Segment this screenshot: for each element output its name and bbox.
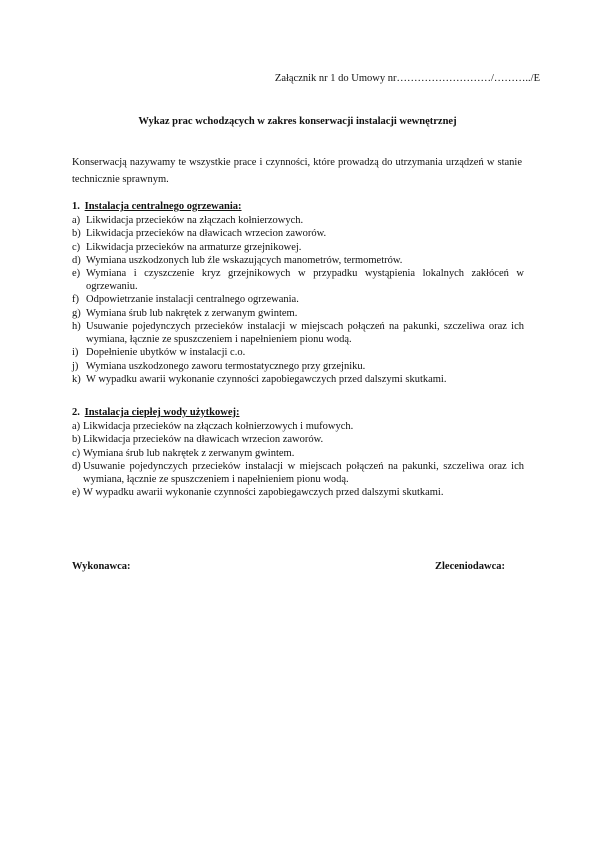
task-item [72,227,524,240]
task-item-text: Dopełnienie ubytków w instalacji c.o. [86,347,246,359]
task-item-text: Wymiana uszkodzonego zaworu termostatycznego przy grzejniku. [86,360,366,372]
task-item-marker: d) [72,460,81,472]
section-heading [72,200,524,213]
task-item [72,420,524,433]
task-list [72,214,524,386]
task-item [72,214,524,227]
section-central-heating [72,200,524,386]
section-heading [72,406,524,419]
intro-paragraph: Konserwacją nazywamy te wszystkie prace i czynności, które prowadzą do utrzymania urządzeń w stanie technicznie sprawnym. [72,157,522,185]
task-item-text: W wypadku awarii wykonanie czynności zapobiegawczych przed dalszymi skutkami. [86,373,447,385]
client-signature-label: Zleceniodawca: [435,561,505,572]
task-item-marker: j) [72,360,79,372]
task-item-marker: e) [72,487,81,499]
section-number: 2. [72,407,80,418]
task-item-marker: f) [72,294,79,306]
task-item [72,241,524,254]
task-item-marker: a) [72,215,81,227]
task-item [72,373,524,386]
task-item-marker: b) [72,228,81,240]
task-item-text: Likwidacja przecieków na dławicach wrzecion zaworów. [83,434,324,446]
contractor-signature-label: Wykonawca: [72,561,131,572]
task-item-text: Wymiana śrub lub nakrętek z zerwanym gwintem. [83,447,295,459]
task-item-text: Usuwanie pojedynczych przecieków instalacji w miejscach połączeń na pakunki, szczeliwa oraz ich wymiana, łącznie ze spuszczeniem i napełnieniem pionu wodą. [83,460,524,485]
task-item-text: Likwidacja przecieków na złączach kołnierzowych i mufowych. [83,421,354,433]
task-item-marker: h) [72,320,81,332]
task-item-text: Usuwanie pojedynczych przecieków instalacji w miejscach połączeń na pakunki, szczeliwa oraz ich wymiana, łącznie ze spuszczeniem i napełnieniem pionu wodą. [86,320,524,346]
task-item-text: Wymiana uszkodzonych lub źle wskazujących manometrów, termometrów. [86,254,403,266]
task-item [72,460,524,486]
task-item-marker: b) [72,434,81,446]
task-item [72,320,524,346]
task-item-text: Likwidacja przecieków na złączach kołnierzowych. [86,215,304,227]
task-item [72,346,524,359]
task-item-marker: c) [72,241,81,253]
task-item-text: W wypadku awarii wykonanie czynności zapobiegawczych przed dalszymi skutkami. [83,487,444,499]
section-label: Instalacja ciepłej wody użytkowej: [84,407,240,418]
section-number: 1. [72,201,80,212]
task-item-text: Likwidacja przecieków na dławicach wrzecion zaworów. [86,228,327,240]
section-hot-water [72,406,524,499]
task-item [72,293,524,306]
task-item [72,433,524,446]
task-item-marker: d) [72,254,81,266]
task-item-marker: a) [72,421,81,433]
task-list [72,420,524,499]
signature-block [72,560,505,573]
task-item-text: Wymiana śrub lub nakrętek z zerwanym gwintem. [86,307,298,319]
task-item [72,254,524,267]
attachment-reference: Załącznik nr 1 do Umowy nr………………………/………../E [274,73,540,84]
task-item-marker: c) [72,447,81,459]
task-item-text: Likwidacja przecieków na armaturze grzejnikowej. [86,241,302,253]
task-item-text: Wymiana i czyszczenie kryz grzejnikowych w przypadku wystąpienia lokalnych zakłóceń w ogrzewaniu. [86,268,524,293]
task-item-marker: k) [72,373,81,385]
task-item-marker: e) [72,268,81,279]
task-item [72,447,524,460]
task-item [72,360,524,373]
task-item [72,307,524,320]
task-item [72,486,524,499]
section-label: Instalacja centralnego ogrzewania: [84,201,242,212]
document-title: Wykaz prac wchodzących w zakres konserwacji instalacji wewnętrznej [138,116,457,127]
task-item [72,267,524,293]
task-item-text: Odpowietrzanie instalacji centralnego ogrzewania. [86,294,299,306]
task-item-marker: i) [72,347,79,359]
task-item-marker: g) [72,307,81,319]
